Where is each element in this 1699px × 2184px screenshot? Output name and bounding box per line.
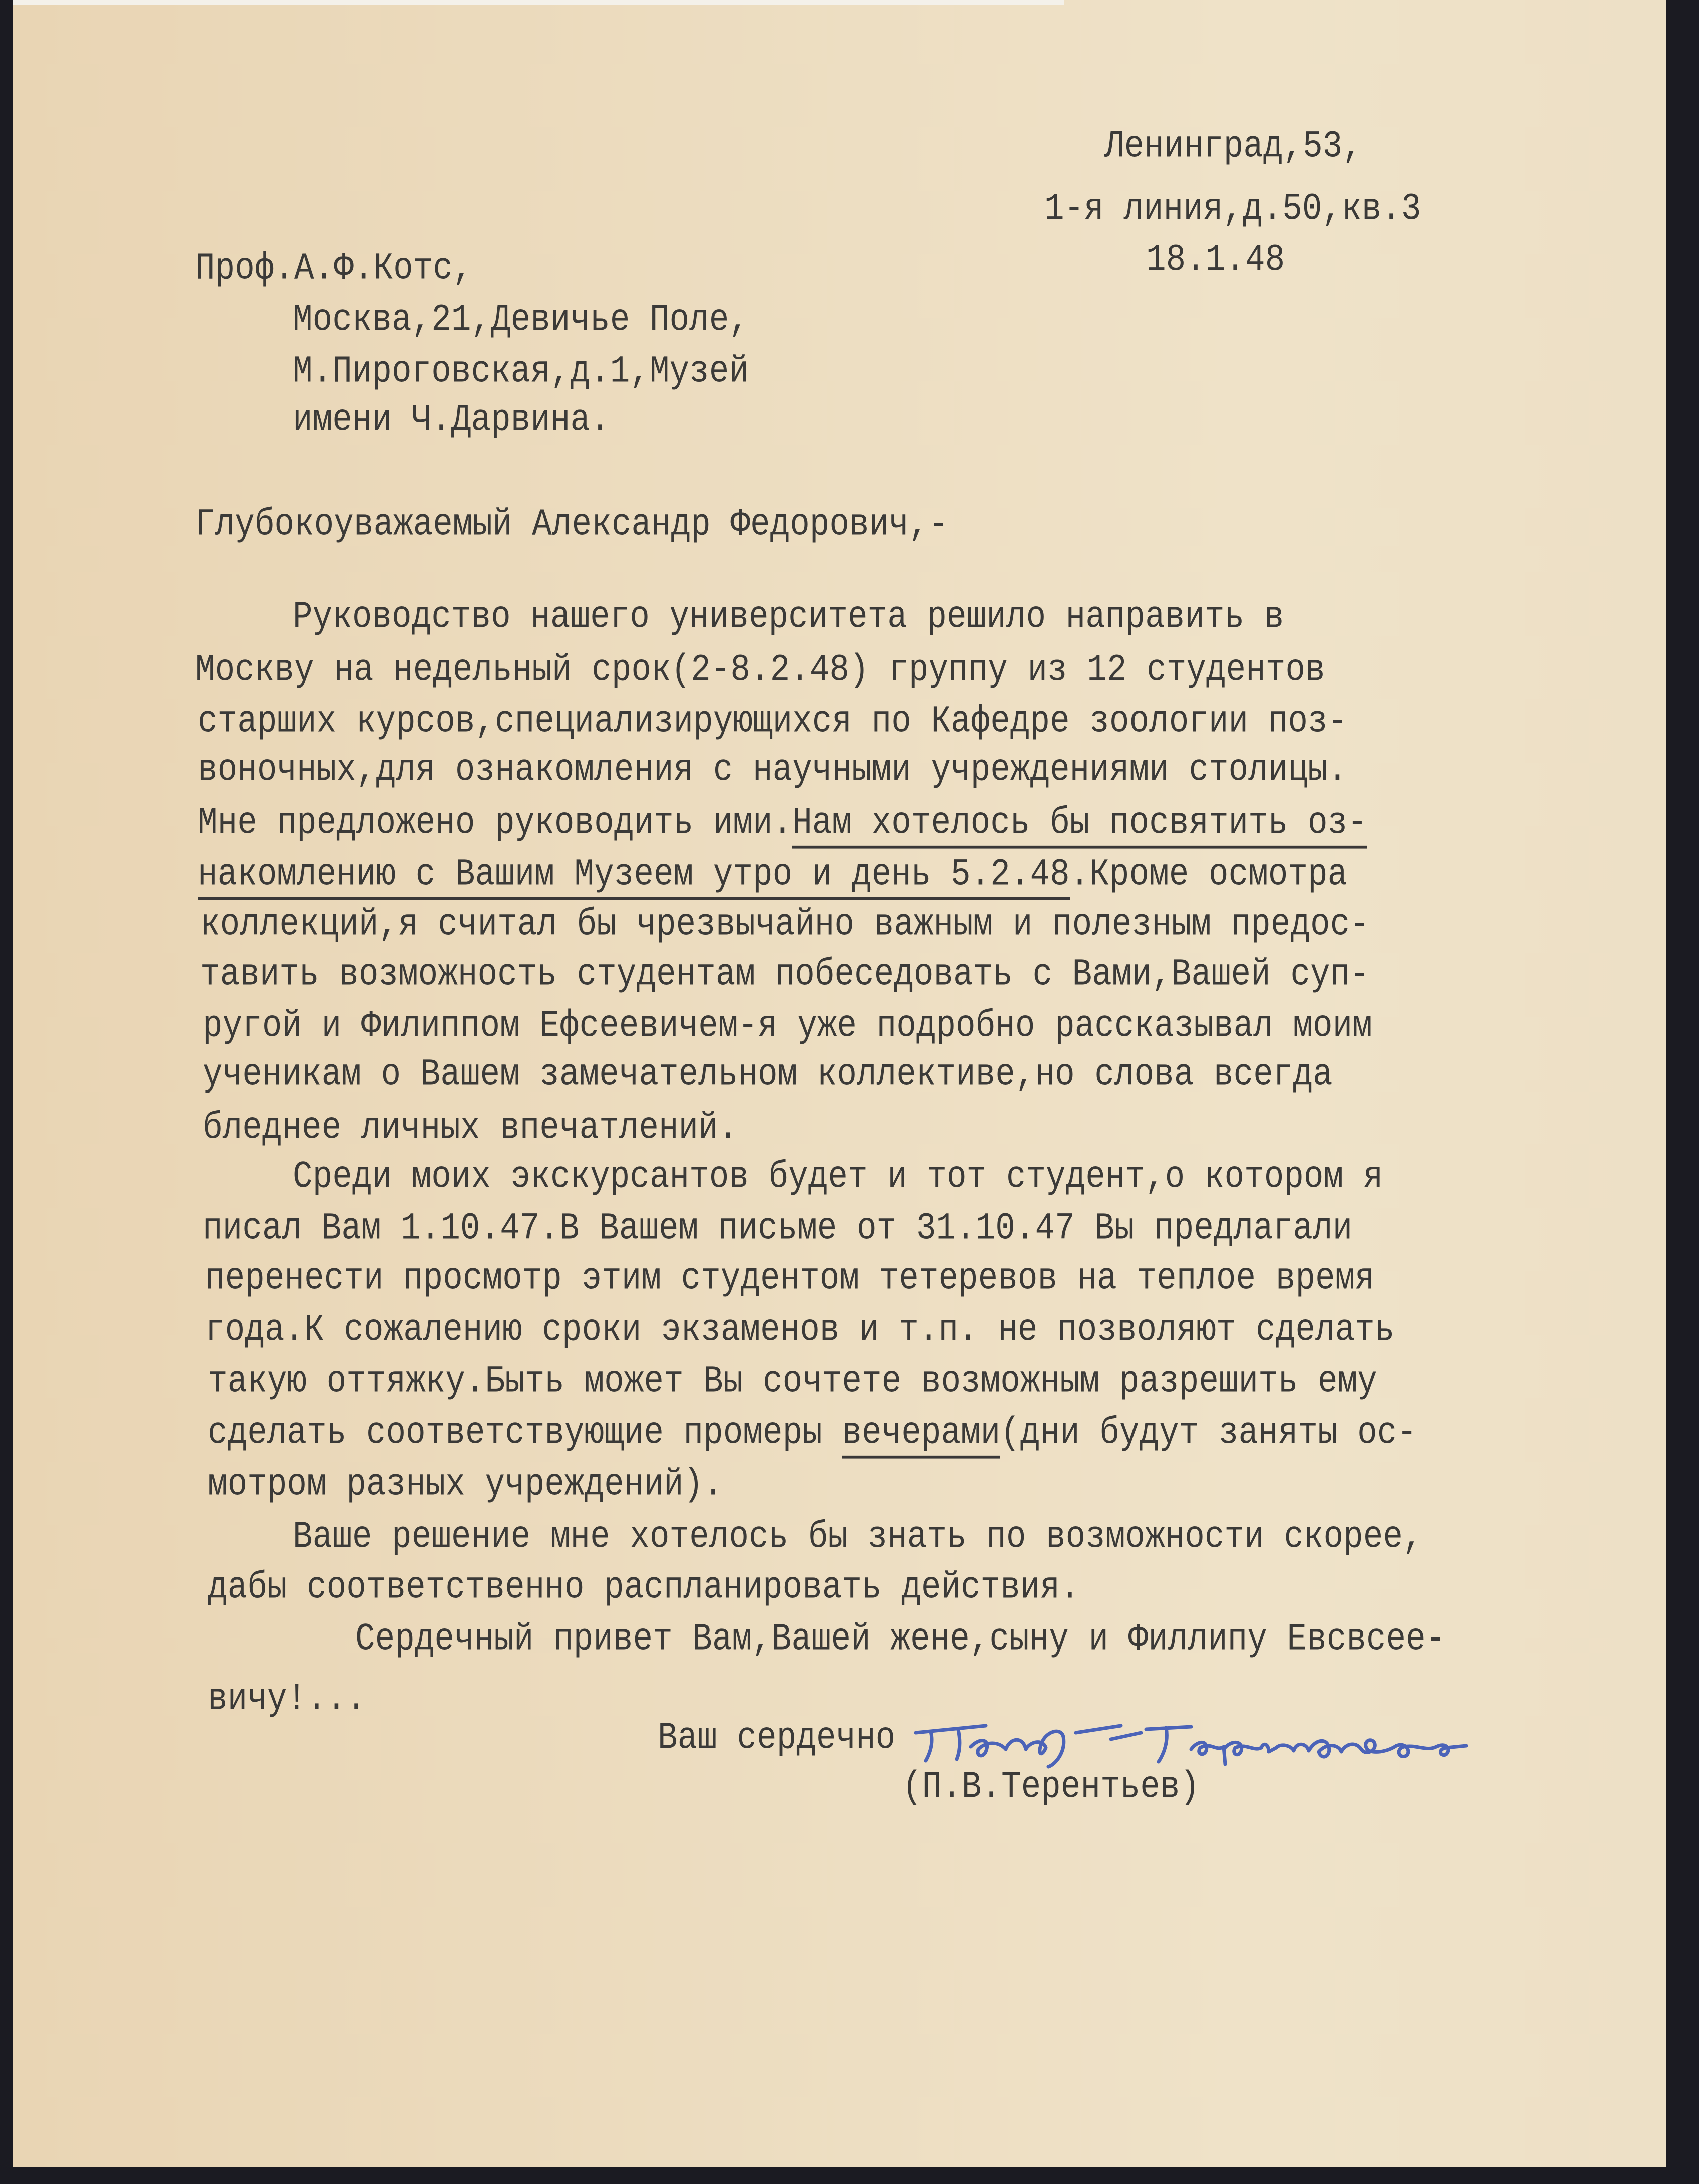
text-segment: Сердечный привет Вам,Вашей жене,сыну и Филлипу Евсвсее- <box>355 1617 1446 1661</box>
signature-surname <box>1111 1727 1466 1764</box>
body-line <box>200 896 1370 954</box>
underlined-text: вечерами <box>842 1411 1000 1458</box>
body-line <box>355 1611 1445 1669</box>
closing: Ваш сердечно <box>658 1716 896 1760</box>
text-segment: старших курсов,специализирующихся по Кафедре зоологии поз- <box>198 700 1348 743</box>
text-segment: тавить возможность студентам побеседовать с Вами,Вашей суп- <box>200 953 1370 996</box>
body-line <box>198 742 1347 799</box>
text-segment: сделать соответствующие промеры <box>208 1411 842 1455</box>
text-segment: Руководство нашего университета решило направить в <box>293 595 1284 639</box>
body-line <box>205 1302 1394 1359</box>
body-line <box>203 1200 1352 1258</box>
text-segment: (дни будут заняты ос- <box>1000 1411 1417 1455</box>
body-line <box>198 795 1367 852</box>
body-line <box>208 1405 1417 1462</box>
text-segment: Среди моих экскурсантов будет и тот студент,о котором я <box>293 1155 1383 1199</box>
body-line <box>205 1250 1375 1308</box>
text-segment: .Кроме осмотра <box>1069 853 1348 896</box>
sender-street: 1-я линия,д.50,кв.3 <box>1044 187 1421 231</box>
body-line <box>293 1149 1383 1206</box>
text-segment: писал Вам 1.10.47.В Вашем письме от 31.10.47 Вы предлагали <box>203 1207 1353 1250</box>
text-segment: перенести просмотр этим студентом тетеревов на теплое время <box>205 1257 1375 1300</box>
text-segment: года.К сожалению сроки экзаменов и т.п. не позволяют сделать <box>205 1308 1395 1352</box>
text-segment: Ваше решение мне хотелось бы знать по возможности скорее, <box>293 1515 1423 1559</box>
recipient-line: Москва,21,Девичье Поле, <box>293 298 749 342</box>
letter-date: 18.1.48 <box>1146 238 1285 282</box>
body-line <box>203 1046 1333 1104</box>
text-segment: дабы соответственно распланировать действия. <box>208 1566 1080 1609</box>
underlined-text: накомлению с Вашим Музеем утро и день 5.2.48 <box>198 853 1070 900</box>
body-line <box>208 1456 723 1514</box>
recipient-line: имени Ч.Дарвина. <box>293 398 610 442</box>
body-line <box>198 846 1347 904</box>
text-segment: ругой и Филиппом Ефсеевичем-я уже подробно рассказывал моим <box>203 1004 1372 1048</box>
signature-first-name <box>916 1726 1064 1767</box>
recipient-line: М.Пироговская,д.1,Музей <box>293 350 749 393</box>
body-line <box>195 642 1325 699</box>
body-line <box>208 1559 1080 1617</box>
signature-dash <box>1076 1726 1121 1733</box>
signature <box>911 1702 1526 1772</box>
text-segment: вичу!... <box>208 1677 366 1721</box>
text-segment: ученикам о Вашем замечательном коллективе,но слова всегда <box>203 1053 1333 1097</box>
text-segment: бледнее личных впечатлений. <box>203 1106 738 1150</box>
text-segment: мотром разных учреждений). <box>208 1463 723 1506</box>
text-segment: коллекций,я считал бы чрезвычайно важным и полезным предос- <box>200 903 1370 946</box>
body-line <box>200 946 1370 1004</box>
underlined-text: Нам хотелось бы посвятить оз- <box>792 801 1367 848</box>
scan-edge <box>13 0 1064 5</box>
sender-city: Ленинград,53, <box>1104 125 1362 168</box>
body-line <box>293 1509 1423 1566</box>
text-segment: Мне предложено руководить ими. <box>198 801 793 845</box>
body-line <box>208 1353 1377 1411</box>
body-line <box>208 1671 366 1728</box>
recipient-line: Проф.А.Ф.Котс, <box>195 247 473 290</box>
salutation: Глубокоуважаемый Александр Федорович,- <box>195 503 949 547</box>
body-line <box>293 589 1284 646</box>
text-segment: Москву на недельный срок(2-8.2.48) группу из 12 студентов <box>195 648 1325 692</box>
text-segment: воночных,для ознакомления с научными учреждениями столицы. <box>198 748 1348 792</box>
signed-name: (П.В.Терентьев) <box>902 1765 1200 1809</box>
text-segment: такую оттяжку.Быть может Вы сочтете возможным разрешить ему <box>208 1360 1377 1403</box>
